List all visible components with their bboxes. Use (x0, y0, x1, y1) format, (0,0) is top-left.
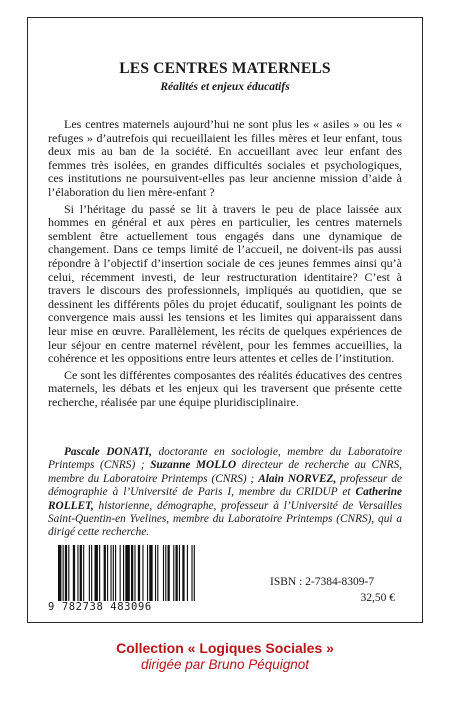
barcode-bar (120, 545, 121, 601)
author-name: Alain NORVEZ, (258, 472, 337, 485)
barcode-bar (194, 545, 195, 601)
author-name: Suzanne MOLLO (150, 459, 237, 472)
barcode-bar (131, 545, 133, 601)
blurb-paragraph: Ce sont les différentes composantes des réalités éducatives des centres maternels, les débats et les enjeux qui les traversent que présente cette recherche, réalisée par une équipe pluridisciplinaire. (48, 367, 402, 409)
author-name: Catherine ROLLET, (48, 486, 402, 512)
barcode-bar (113, 545, 114, 601)
barcode-bar (63, 545, 64, 601)
barcode-bar (115, 545, 116, 601)
barcode-bar (175, 545, 177, 601)
barcode-bar (179, 545, 180, 601)
barcode-bar (182, 545, 184, 601)
barcode (58, 545, 196, 601)
barcode-bar (83, 545, 84, 601)
collection-name: Collection « Logiques Sociales » (116, 640, 334, 656)
collection-block (0, 640, 450, 672)
barcode-bar (155, 545, 156, 601)
barcode-bar (58, 545, 61, 601)
book-subtitle: Réalités et enjeux éducatifs (160, 81, 290, 93)
barcode-bar (80, 545, 82, 601)
barcode-bar (107, 545, 108, 601)
barcode-bar (134, 545, 135, 601)
isbn: ISBN : 2-7384-8309-7 (270, 576, 375, 588)
barcode-bar (173, 545, 174, 601)
barcode-digits: 9 782738 483096 (48, 601, 152, 613)
barcode-bar (123, 545, 124, 601)
barcode-bar (165, 545, 166, 601)
barcode-bar (77, 545, 78, 601)
barcode-bar (110, 545, 111, 601)
book-title: LES CENTRES MATERNELS (119, 60, 331, 77)
blurb (48, 118, 402, 412)
barcode-bar (91, 545, 92, 601)
author-desc: historienne, démographe, professeur à l’Université de Versailles Saint-Quentin-en Yvelines, membre du Laboratoire Printemps (CNRS), qui a dirigé cette recherche. (48, 499, 402, 539)
barcode-bar (149, 545, 152, 601)
author-name: Pascale DONATI, (64, 446, 152, 458)
barcode-bar (65, 545, 67, 601)
blurb-paragraph: Si l’héritage du passé se lit à travers le peu de place laissée aux hommes en général et aux pères en particulier, les centres maternels semblent être actuellement tous engagés dans une dynamique de changement. Dans ce temps limité de l’accueil, ne doivent-ils pas aussi répondre à l’objectif d’insertion sociale de ces jeunes femmes ainsi qu’à celui, récemment investi, de leur restructuration identitaire? C’est à travers le discours des professionnels, impliqués au quotidien, que se dessinent les différents pôles du projet éducatif, soulignant les points de convergence mais aussi les tensions et les limites qui apparaissent dans leur mise en œuvre. Parallèlement, les récits de quelques expériences de leur séjour en centre maternel révèlent, pour les femmes accueillies, la cohérence et les oppositions entre leurs attentes et celles de l’institution. (48, 201, 402, 366)
barcode-bar (125, 545, 130, 601)
author-desc: directeur de recherche au CNRS, membre du Laboratoire Printemps (CNRS) ; (48, 459, 402, 485)
barcode-bar (104, 545, 106, 601)
barcode-bar (142, 545, 143, 601)
barcode-bar (73, 545, 75, 601)
collection-director: dirigée par Bruno Péquignot (140, 657, 310, 672)
barcode-bar (89, 545, 90, 601)
blurb-paragraph: Les centres maternels aujourd’hui ne sont plus les « asiles » ou les « refuges » d’autrefois qui recueillaient les filles mères et leur enfant, tous deux mis au ban de la société. En accueillant avec leur enfant des femmes très isolées, en grandes difficultés sociales et psychologiques, ces institutions ne poursuivent-elles pas leur ancienne mission d’aide à l’élaboration du lien mère-enfant ? (48, 117, 402, 199)
barcode-bar (157, 545, 158, 601)
price: 32,50 € (360, 592, 395, 604)
barcode-bar (163, 545, 164, 601)
barcode-bar (95, 545, 98, 601)
barcode-bar (147, 545, 148, 601)
author-desc: professeur de démographie à l’Université de Paris I, membre du CRIDUP et (48, 472, 403, 499)
barcode-bar (167, 545, 169, 601)
barcode-bar (138, 545, 140, 601)
barcode-bar (187, 545, 188, 601)
barcode-bar (191, 545, 192, 601)
barcode-bar (99, 545, 100, 601)
author-credits (48, 446, 402, 540)
barcode-bar (68, 545, 69, 601)
author-desc: doctorante en sociologie, membre du Laboratoire Printemps (CNRS) ; (48, 446, 402, 472)
